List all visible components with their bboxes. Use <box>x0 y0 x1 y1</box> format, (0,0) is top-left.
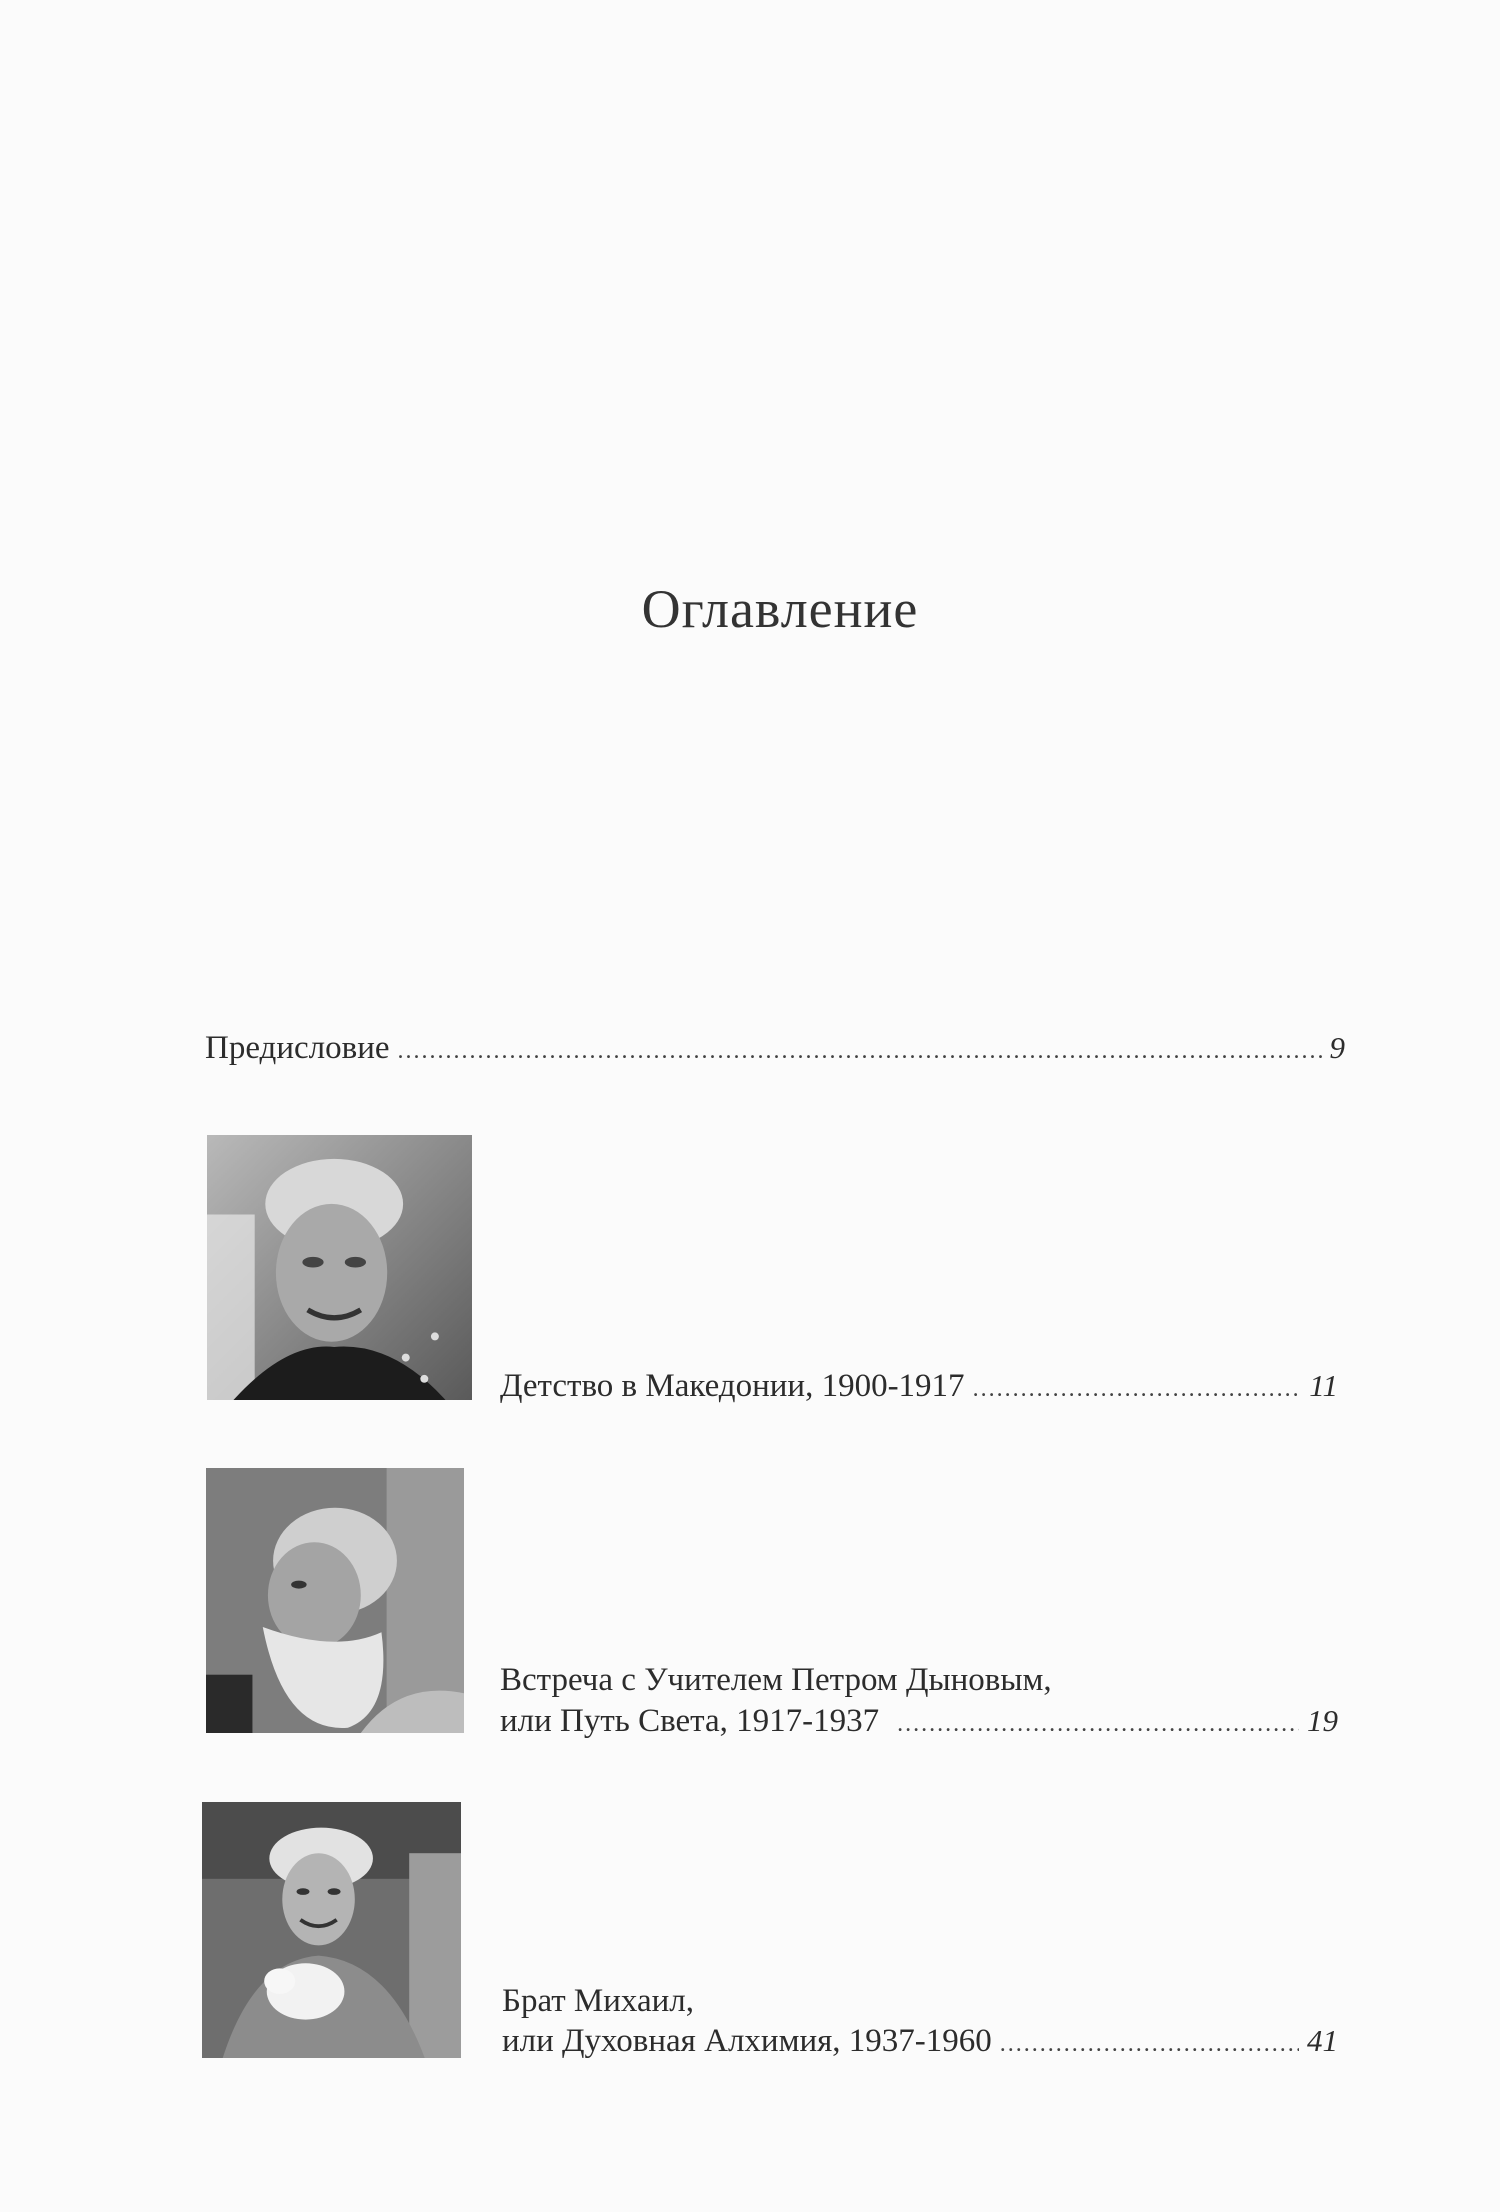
toc-entry-master-petar[interactable] <box>500 1703 1338 1740</box>
toc-page-number: 11 <box>1309 1368 1338 1403</box>
toc-entry-label: Предисловие <box>205 1030 390 1066</box>
toc-page-number: 41 <box>1307 2023 1338 2058</box>
toc-entry-label: или Путь Света, 1917-1937 <box>500 1703 880 1739</box>
dot-leader <box>398 1038 1322 1065</box>
bearded-elder-portrait-photo <box>206 1468 464 1733</box>
elderly-woman-portrait-photo <box>207 1135 472 1400</box>
toc-entry-title-line: Брат Михаил, <box>502 1983 695 2019</box>
toc-page-number: 19 <box>1307 1703 1338 1738</box>
toc-entry-preface[interactable] <box>205 1030 1345 1067</box>
dot-leader <box>897 1711 1299 1738</box>
toc-entry-childhood[interactable] <box>500 1368 1338 1405</box>
toc-entry-title-line: Встреча с Учителем Петром Дыновым, <box>500 1662 1052 1698</box>
toc-page-number: 9 <box>1329 1030 1345 1065</box>
toc-entry-label: или Духовная Алхимия, 1937-1960 <box>502 2023 992 2059</box>
man-with-lamb-portrait-photo <box>202 1802 461 2058</box>
toc-entry-label: Детство в Македонии, 1900-1917 <box>500 1368 965 1404</box>
toc-entry-brother-mikhail[interactable] <box>502 2023 1338 2060</box>
page-title: Оглавление <box>641 579 919 639</box>
dot-leader <box>973 1376 1302 1403</box>
dot-leader <box>1000 2031 1299 2058</box>
